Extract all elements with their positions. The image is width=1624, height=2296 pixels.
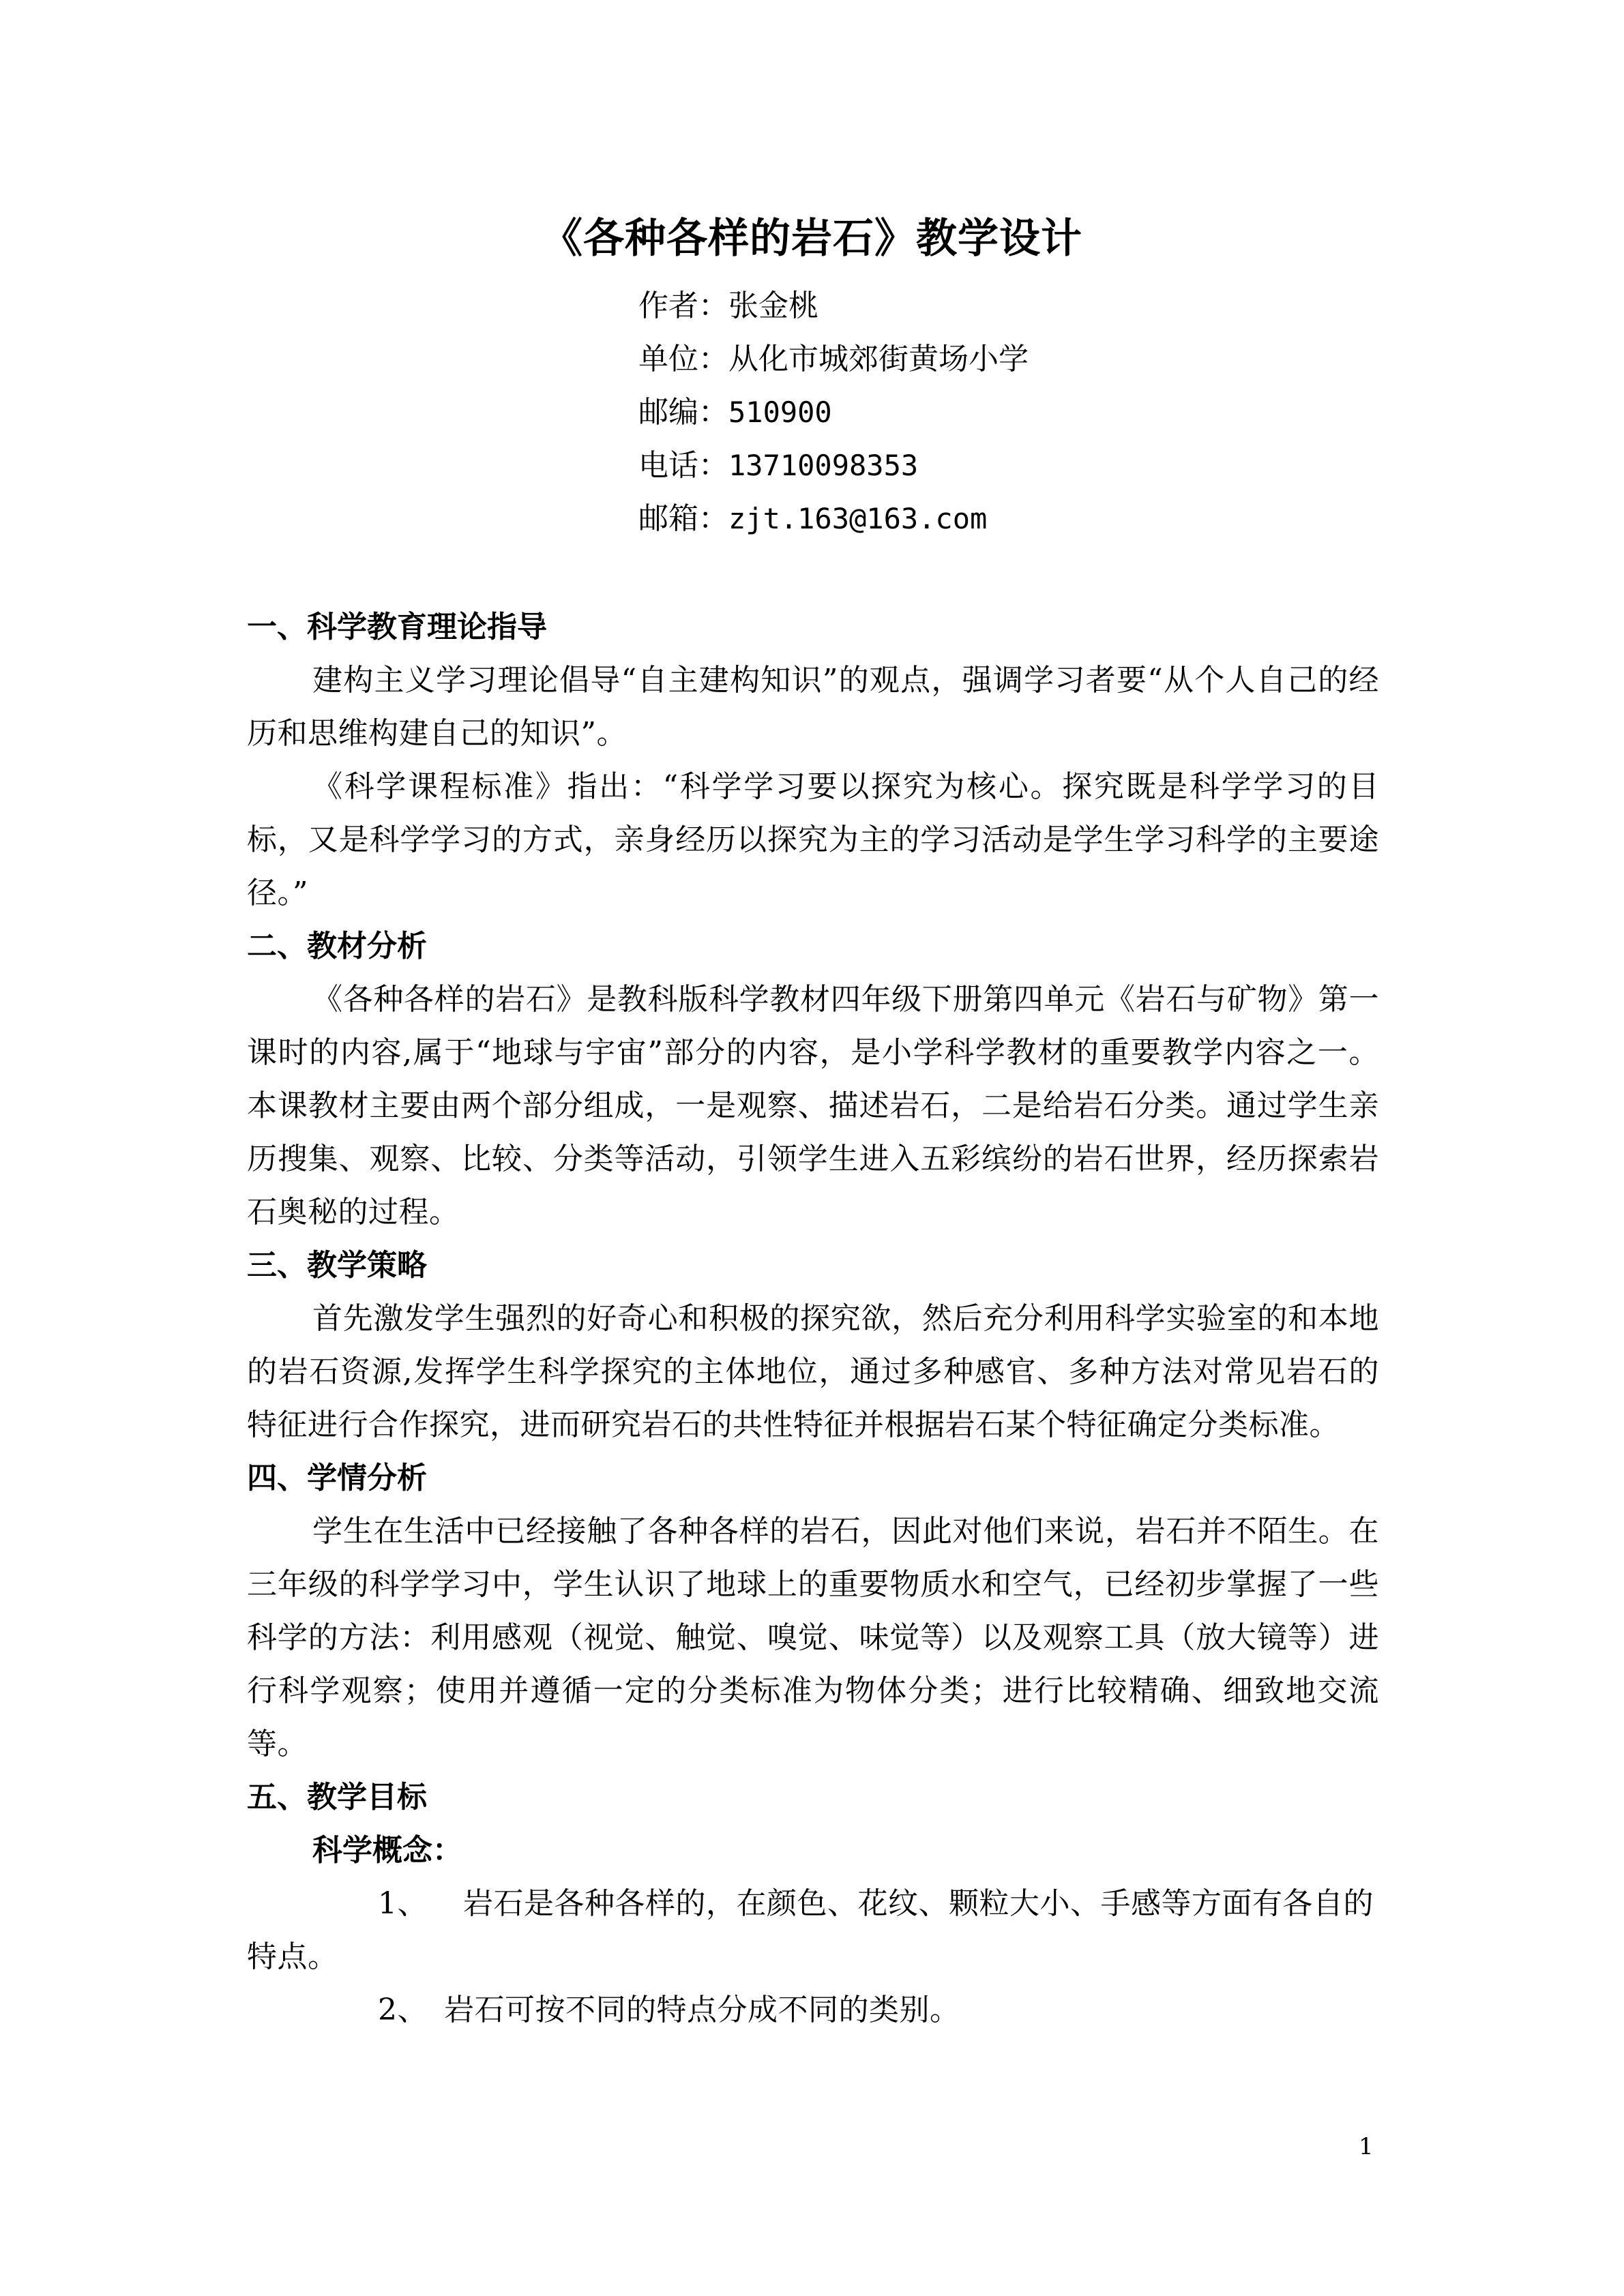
paragraph: 学生在生活中已经接触了各种各样的岩石，因此对他们来说，岩石并不陌生。在三年级的科学学习中，学生认识了地球上的重要物质水和空气，已经初步掌握了一些科学的方法：利用感观（视觉、触觉、嗅觉、味觉等）以及观察工具（放大镜等）进行科学观察；使用并遵循一定的分类标准为物体分类；进行比较精确、细致地交流等。 (247, 1514, 1379, 1761)
document-body (247, 601, 1379, 2037)
list-item-number: 1、 (378, 1886, 428, 1921)
postcode-value: 510900 (728, 396, 832, 429)
list-item-number: 2、 (378, 1993, 428, 2027)
paragraph: 建构主义学习理论倡导“自主建构知识”的观点，强调学习者要“从个人自己的经历和思维构建自己的知识”。 (247, 663, 1379, 751)
phone-value: 13710098353 (728, 449, 919, 482)
paragraph: 《各种各样的岩石》是教科版科学教材四年级下册第四单元《岩石与矿物》第一课时的内容,属于“地球与宇宙”部分的内容，是小学科学教材的重要教学内容之一。本课教材主要由两个部分组成，一是观察、描述岩石，二是给岩石分类。通过学生亲历搜集、观察、比较、分类等活动，引领学生进入五彩缤纷的岩石世界，经历探索岩石奥秘的过程。 (247, 982, 1379, 1229)
document-title: 《各种各样的岩石》教学设计 (542, 215, 1082, 263)
unit-line (638, 333, 1029, 386)
phone-label: 电话： (638, 448, 728, 483)
subheading-science-concepts: 科学概念： (312, 1833, 462, 1868)
author-info (638, 280, 1029, 546)
author-name: 张金桃 (728, 288, 818, 323)
list-item-text: 岩石可按不同的特点分成不同的类别。 (444, 1993, 960, 2027)
list-item (247, 1877, 1379, 1984)
unit-label: 单位： (638, 342, 728, 376)
email-line (638, 492, 1029, 546)
section-heading-theory: 一、科学教育理论指导 (247, 610, 547, 644)
paragraph: 《科学课程标准》指出：“科学学习要以探究为核心。探究既是科学学习的目标，又是科学学习的方式，亲身经历以探究为主的学习活动是学生学习科学的主要途径。” (247, 769, 1379, 910)
phone-line (638, 439, 1029, 492)
author-line (638, 280, 1029, 333)
list-item-text: 岩石是各种各样的，在颜色、花纹、颗粒大小、手感等方面有各自的特点。 (247, 1886, 1374, 1974)
section-heading-student-analysis: 四、学情分析 (247, 1461, 427, 1495)
postcode-line (638, 386, 1029, 439)
page-number: 1 (1359, 2133, 1374, 2160)
list-item (247, 1984, 1379, 2037)
postcode-label: 邮编： (638, 395, 728, 430)
paragraph: 首先激发学生强烈的好奇心和积极的探究欲，然后充分利用科学实验室的和本地的岩石资源,发挥学生科学探究的主体地位，通过多种感官、多种方法对常见岩石的特征进行合作探究，进而研究岩石的共性特征并根据岩石某个特征确定分类标准。 (247, 1301, 1379, 1442)
section-heading-textbook-analysis: 二、教材分析 (247, 929, 427, 964)
section-heading-teaching-goals: 五、教学目标 (247, 1780, 427, 1815)
author-label: 作者： (638, 288, 728, 323)
email-value: zjt.163@163.com (728, 502, 988, 535)
section-heading-teaching-strategy: 三、教学策略 (247, 1248, 427, 1283)
unit-value: 从化市城郊街黄场小学 (728, 342, 1029, 376)
email-label: 邮箱： (638, 501, 728, 536)
